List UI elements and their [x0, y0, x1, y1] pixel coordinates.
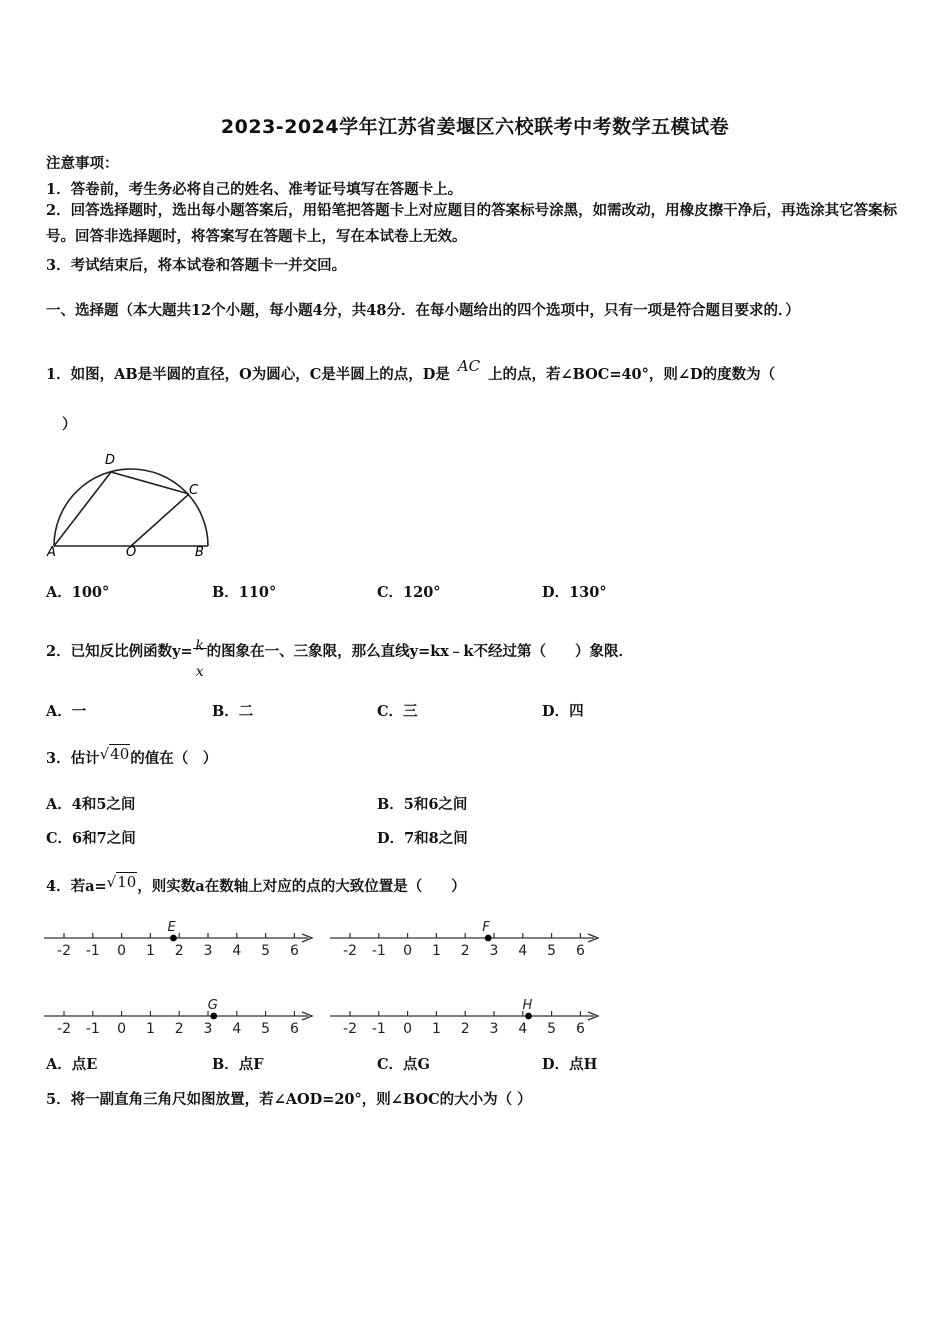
tick-label: 4: [232, 943, 242, 959]
chord-DC: [111, 472, 189, 494]
q4-text-before: 4．若a=: [46, 878, 107, 895]
tick-label: 0: [403, 1021, 413, 1037]
label-O: O: [126, 545, 137, 560]
label-B: B: [195, 545, 204, 560]
notice-item-3: 3．考试结束后，将本试卷和答题卡一并交回。: [46, 257, 347, 274]
q3-option-b: B．5和6之间: [377, 796, 468, 813]
tick-label: -2: [57, 943, 71, 959]
q2-option-a: A．一: [46, 703, 87, 720]
tick-label: 0: [117, 943, 127, 959]
question-1: [46, 357, 776, 384]
point-e: [170, 935, 177, 942]
q2-text-before: 2．已知反比例函数y=: [46, 643, 193, 660]
tick-label: -2: [343, 1021, 357, 1037]
tick-label: 4: [232, 1021, 242, 1037]
label-A: A: [47, 545, 56, 560]
q1-option-d: D．130°: [542, 584, 607, 601]
label-C: C: [189, 483, 199, 498]
tick-label: 3: [203, 943, 213, 959]
q4-text-after: ，则实数a在数轴上对应的点的大致位置是（ ）: [137, 878, 466, 895]
q4-radicand: 10: [117, 873, 137, 891]
tick-label: -1: [85, 943, 100, 959]
radius-OC: [131, 494, 189, 546]
q4-option-a: A．点E: [46, 1056, 98, 1073]
question-3: [46, 744, 217, 768]
q2-option-d: D．四: [542, 703, 584, 720]
q3-text-before: 3．估计: [46, 750, 100, 767]
q1-text-before: 1．如图，AB是半圆的直径，O为圆心，C是半圆上的点，D是: [46, 366, 450, 383]
tick-label: -1: [85, 1021, 100, 1037]
q3-sqrt: √40: [99, 745, 130, 763]
tick-label: 5: [547, 943, 557, 959]
q3-option-a: A．4和5之间: [46, 796, 136, 813]
tick-label: 1: [145, 943, 155, 959]
tick-label: 6: [575, 1021, 585, 1037]
q1-option-a: A．100°: [46, 584, 110, 601]
tick-label: 2: [174, 943, 184, 959]
notice-heading: 注意事项：: [46, 155, 119, 172]
q1-option-b: B．110°: [212, 584, 277, 601]
tick-label: 4: [518, 1021, 528, 1037]
q1-arc-notation: [455, 357, 483, 383]
point-g: [210, 1013, 217, 1020]
tick-label: -1: [371, 943, 386, 959]
number-line-f: [326, 910, 606, 962]
q2-option-b: B．二: [212, 703, 254, 720]
point-label: H: [522, 998, 533, 1013]
point-h: [525, 1013, 532, 1020]
section-heading: 一、选择题（本大题共12个小题，每小题4分，共48分．在每小题给出的四个选项中，只有一项是符合题目要求的．）: [46, 302, 800, 319]
q3-option-d: D．7和8之间: [377, 830, 468, 847]
q2-fraction: [193, 630, 207, 680]
tick-label: 5: [261, 1021, 271, 1037]
tick-label: 6: [575, 943, 585, 959]
tick-label: 0: [403, 943, 413, 959]
q2-frac-bar: [193, 648, 207, 649]
question-4: [46, 872, 466, 896]
tick-label: -2: [343, 943, 357, 959]
tick-label: 2: [174, 1021, 184, 1037]
question-2: [46, 630, 633, 680]
page-title: 2023-2024学年江苏省姜堰区六校联考中考数学五模试卷: [220, 116, 730, 138]
tick-label: -1: [371, 1021, 386, 1037]
tick-label: 5: [261, 943, 271, 959]
q2-text-after: 的图象在一、三象限，那么直线y=kx﹣k不经过第（ ）象限．: [206, 643, 633, 660]
label-D: D: [105, 453, 116, 468]
q1-close-paren: ）: [62, 416, 77, 433]
point-label: G: [207, 998, 218, 1013]
semicircle-arc: [54, 469, 208, 546]
q2-frac-num: k: [195, 638, 204, 654]
tick-label: 3: [203, 1021, 213, 1037]
q4-sqrt: √10: [106, 873, 137, 891]
tick-label: 3: [489, 943, 499, 959]
tick-label: 3: [489, 1021, 499, 1037]
q4-option-c: C．点G: [377, 1056, 430, 1073]
q2-option-c: C．三: [377, 703, 418, 720]
number-line-h: [326, 988, 606, 1040]
tick-label: 2: [460, 1021, 470, 1037]
tick-label: 2: [460, 943, 470, 959]
notice-item-1: 1．答卷前，考生务必将自己的姓名、准考证号填写在答题卡上。: [46, 181, 463, 198]
question-5: 5．将一副直角三角尺如图放置，若∠AOD=20°，则∠BOC的大小为（ ）: [46, 1091, 532, 1108]
tick-label: 4: [518, 943, 528, 959]
q3-text-after: 的值在（ ）: [130, 750, 218, 767]
number-line-e: [40, 910, 320, 962]
tick-label: -2: [57, 1021, 71, 1037]
q4-option-d: D．点H: [542, 1056, 598, 1073]
q1-semicircle-figure: [44, 448, 214, 560]
tick-label: 6: [289, 1021, 299, 1037]
point-label: E: [167, 920, 176, 935]
tick-label: 1: [431, 1021, 441, 1037]
tick-label: 1: [145, 1021, 155, 1037]
q3-radicand: 40: [110, 745, 130, 763]
q1-text-after: 上的点，若∠BOC=40°，则∠D的度数为（: [487, 366, 776, 383]
tick-label: 1: [431, 943, 441, 959]
point-label: F: [482, 920, 490, 935]
q4-option-b: B．点F: [212, 1056, 264, 1073]
q3-option-c: C．6和7之间: [46, 830, 136, 847]
q1-option-c: C．120°: [377, 584, 441, 601]
tick-label: 0: [117, 1021, 127, 1037]
number-line-g: [40, 988, 320, 1040]
notice-item-2: 2．回答选择题时，选出每小题答案后，用铅笔把答题卡上对应题目的答案标号涂黑，如需改动，用橡皮擦干净后，再选涂其它答案标号。回答非选择题时，将答案写在答题卡上，写在本试卷上无效。: [46, 202, 898, 245]
tick-label: 6: [289, 943, 299, 959]
q1-arc-label: AC: [457, 357, 481, 375]
point-f: [485, 935, 492, 942]
q2-frac-den: x: [195, 664, 204, 680]
tick-label: 5: [547, 1021, 557, 1037]
